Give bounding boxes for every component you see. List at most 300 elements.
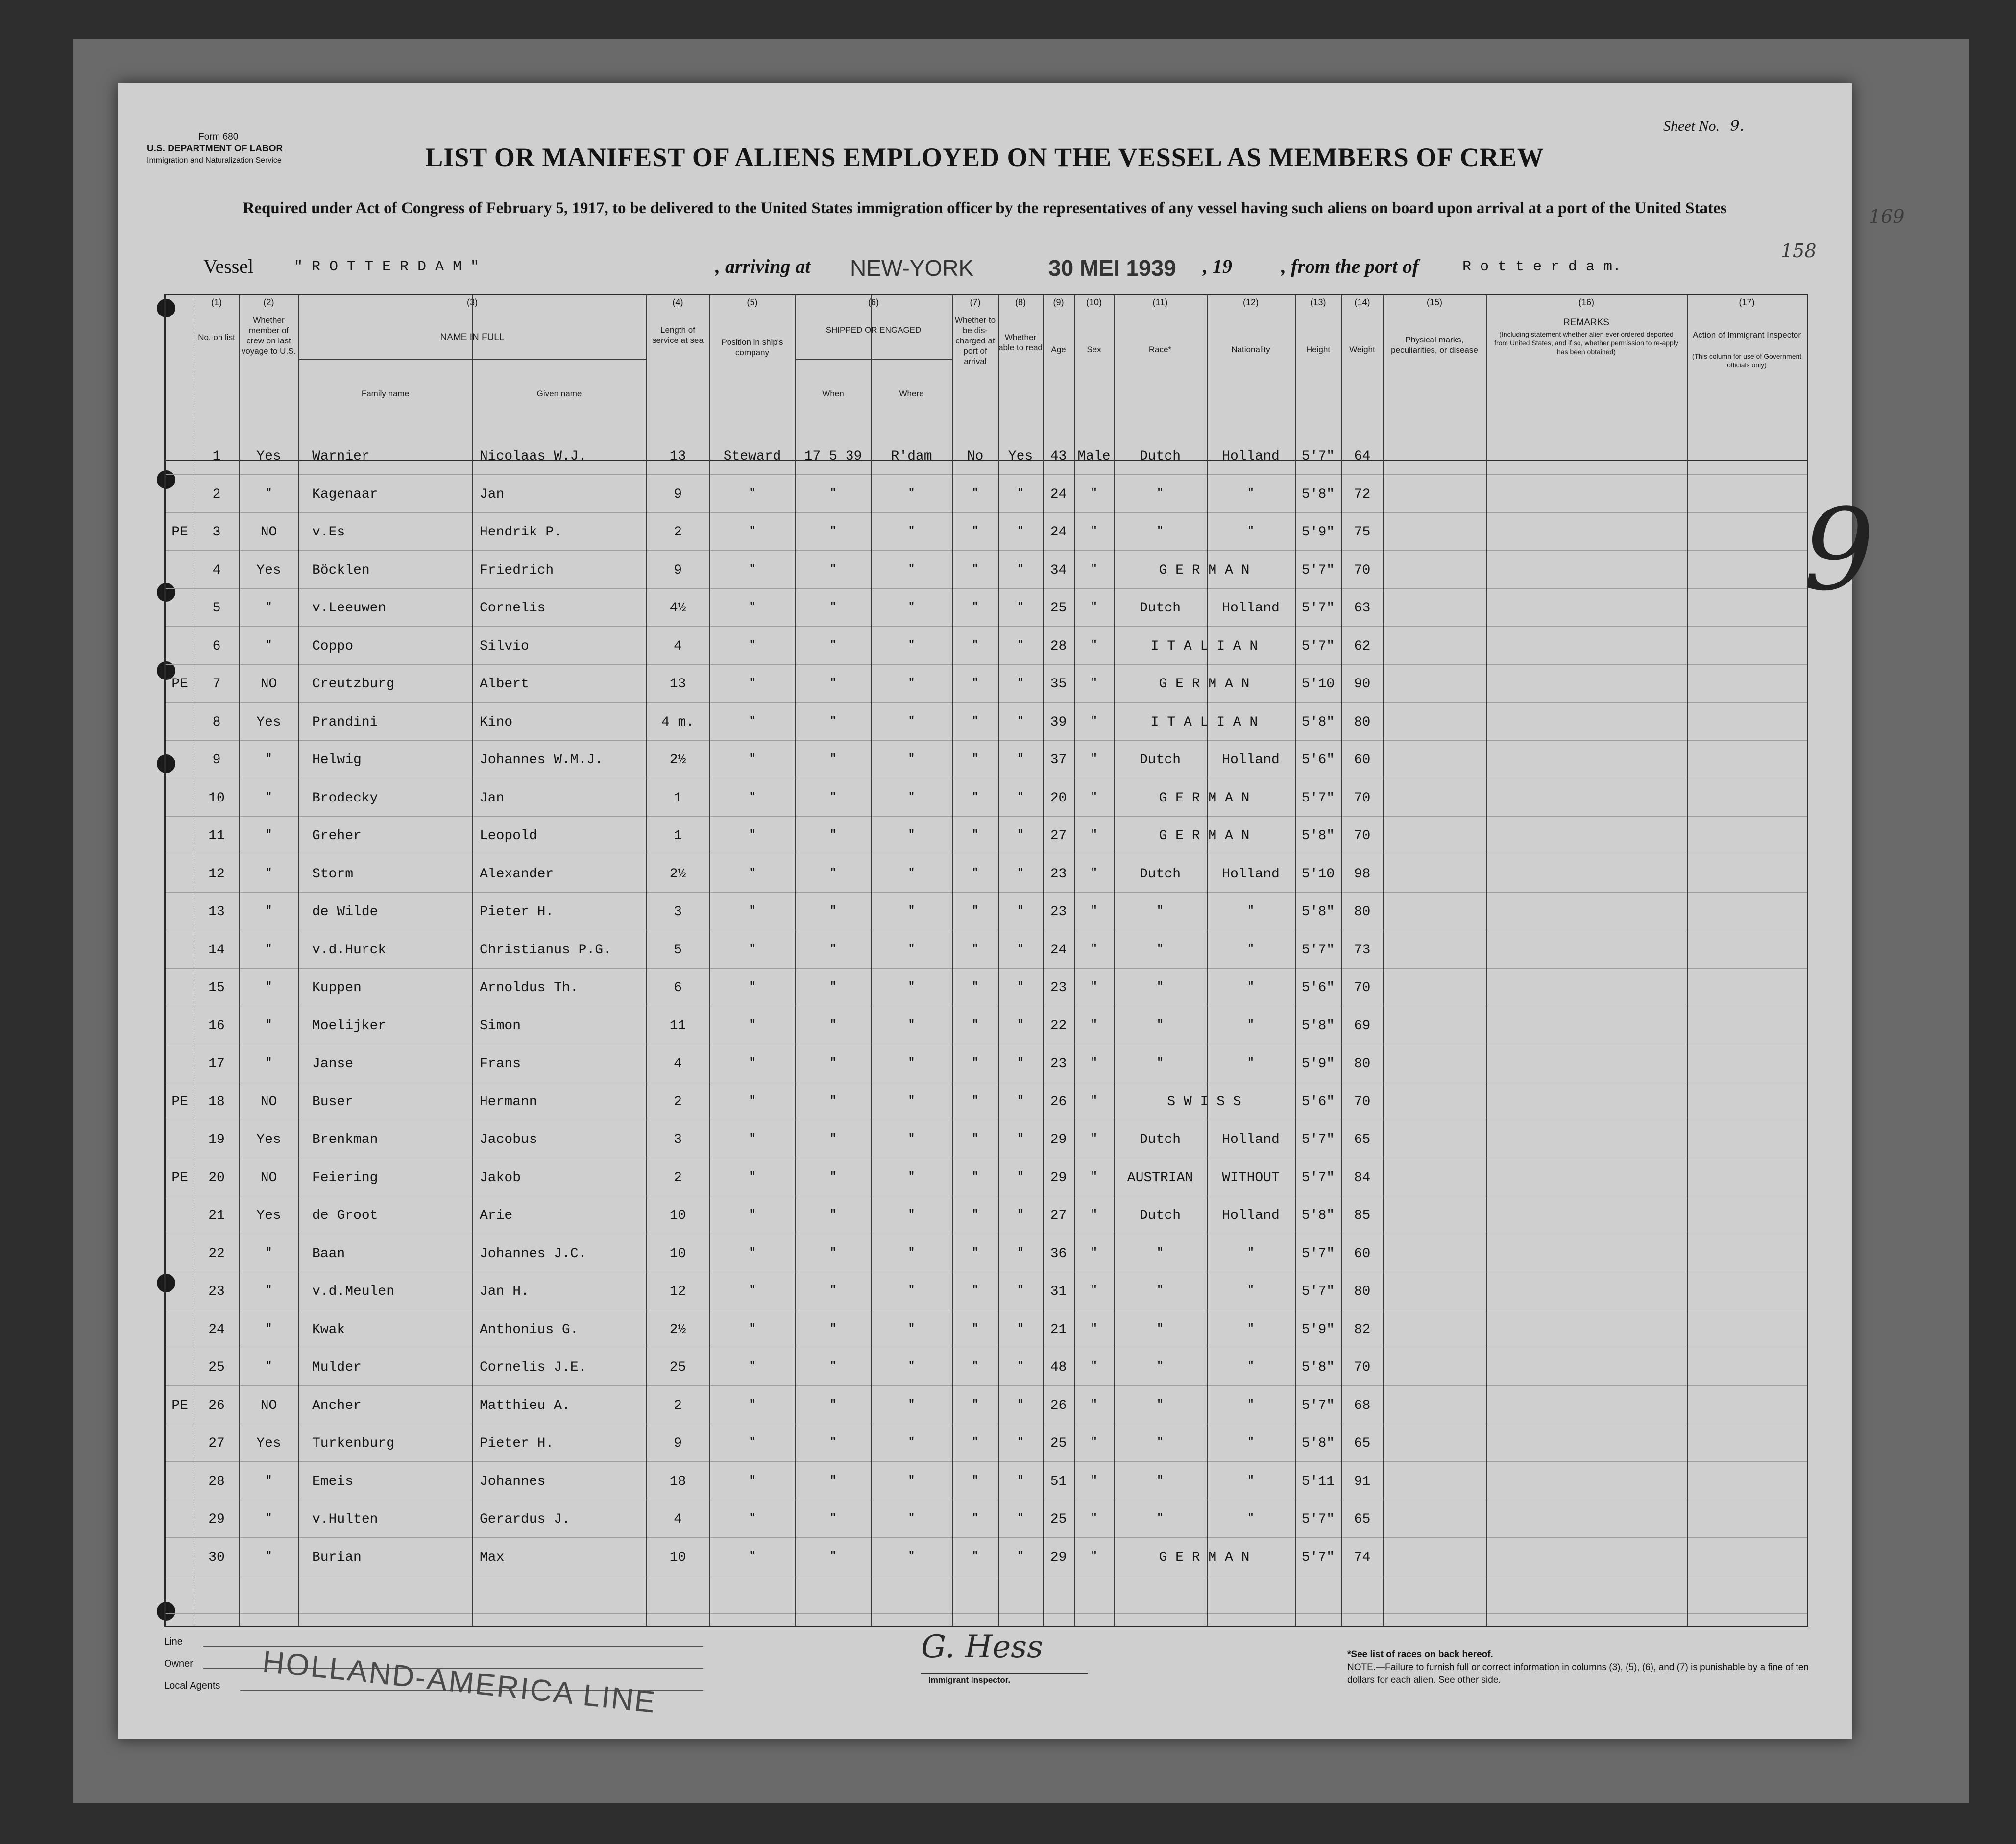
cell-read: " (1017, 790, 1024, 803)
column-rule (1114, 295, 1115, 1626)
cell-age: 39 (1050, 714, 1067, 730)
cell-family: Coppo (312, 638, 354, 654)
cell-disch: " (972, 1170, 979, 1183)
races-note: *See list of races on back hereof. (1347, 1650, 1493, 1660)
cell-service: 2½ (669, 752, 686, 768)
cell-height: 5'7" (1301, 1550, 1335, 1565)
header-family-name: Family name (361, 389, 410, 398)
cell-service: 5 (674, 942, 682, 958)
cell-where: " (908, 601, 915, 613)
cell-mark: PE (171, 1170, 188, 1186)
cell-family: v.d.Meulen (312, 1284, 395, 1299)
cell-when: " (829, 1170, 837, 1183)
cell-weight: 70 (1354, 562, 1371, 578)
cell-where: " (908, 828, 915, 841)
cell-disch: " (972, 714, 979, 727)
cell-given: Cornelis (480, 601, 546, 616)
cell-read: " (1017, 866, 1024, 879)
cell-race: " (1157, 1056, 1164, 1068)
cell-weight: 90 (1354, 677, 1371, 692)
cell-when: " (829, 904, 837, 917)
table-row (166, 1088, 1807, 1126)
cell-race: G E R M A N (1159, 790, 1250, 806)
header-weight: Weight (1349, 345, 1375, 354)
cell-voyage: NO (260, 1094, 277, 1110)
cell-height: 5'7" (1301, 1132, 1335, 1147)
cell-position: " (749, 714, 756, 727)
cell-height: 5'7" (1301, 449, 1335, 464)
cell-family: Feiering (312, 1170, 378, 1186)
cell-weight: 84 (1354, 1170, 1371, 1186)
cell-voyage: " (265, 638, 272, 651)
cell-position: " (749, 980, 756, 993)
sheet-number (1663, 118, 1744, 135)
cell-race: " (1157, 1398, 1164, 1410)
cell-position: " (749, 601, 756, 613)
inspector-label: Immigrant Inspector. (928, 1675, 1011, 1685)
cell-race: " (1157, 1246, 1164, 1259)
cell-service: 2½ (669, 866, 686, 882)
cell-nat: " (1247, 1246, 1254, 1259)
cell-when: " (829, 828, 837, 841)
cell-age: 23 (1050, 904, 1067, 920)
cell-sex: " (1091, 601, 1097, 613)
column-number: (10) (1086, 297, 1102, 307)
line-label: Line (164, 1636, 183, 1647)
cell-nat: WITHOUT (1222, 1170, 1280, 1186)
column-rule (1383, 295, 1384, 1626)
cell-age: 29 (1050, 1170, 1067, 1186)
cell-family: Emeis (312, 1474, 354, 1489)
cell-position: " (749, 562, 756, 575)
cell-where: " (908, 525, 915, 537)
cell-voyage: Yes (256, 1436, 281, 1451)
row-rule (166, 1613, 1807, 1614)
cell-service: 3 (674, 904, 682, 920)
header-physical-marks: Physical marks, peculiarities, or disease (1391, 335, 1478, 355)
column-rule (871, 295, 872, 1626)
cell-when: " (829, 1018, 837, 1031)
cell-sex: " (1091, 904, 1097, 917)
cell-read: " (1017, 1132, 1024, 1144)
cell-disch: " (972, 1360, 979, 1372)
cell-weight: 62 (1354, 638, 1371, 654)
cell-sex: " (1091, 525, 1097, 537)
column-rule (1341, 295, 1342, 1626)
cell-where: " (908, 1284, 915, 1296)
column-rule (1043, 295, 1044, 1626)
cell-no: 15 (208, 980, 225, 995)
cell-weight: 70 (1354, 1360, 1371, 1375)
column-rule (795, 295, 796, 1626)
header-able-to-read: Whether able to read (998, 333, 1043, 352)
header-sex: Sex (1087, 345, 1101, 354)
header-no-on-list: No. on list (198, 333, 235, 342)
cell-read: " (1017, 562, 1024, 575)
cell-family: de Wilde (312, 904, 378, 920)
cell-where: " (908, 677, 915, 689)
cell-where: " (908, 1550, 915, 1562)
cell-position: " (749, 866, 756, 879)
cell-weight: 65 (1354, 1436, 1371, 1451)
cell-race: " (1157, 1322, 1164, 1334)
cell-position: " (749, 1550, 756, 1562)
cell-voyage: " (265, 866, 272, 879)
cell-sex: " (1091, 1474, 1097, 1486)
table-row (166, 1012, 1807, 1050)
cell-height: 5'8" (1301, 714, 1335, 730)
column-number: (3) (467, 297, 478, 307)
cell-read: " (1017, 1246, 1024, 1259)
cell-weight: 60 (1354, 1246, 1371, 1262)
cell-voyage: " (265, 1322, 272, 1334)
cell-disch: " (972, 980, 979, 993)
cell-disch: " (972, 752, 979, 765)
cell-where: " (908, 1436, 915, 1448)
cell-weight: 63 (1354, 601, 1371, 616)
cell-age: 25 (1050, 601, 1067, 616)
cell-weight: 80 (1354, 714, 1371, 730)
cell-nat: Holland (1222, 866, 1280, 882)
header-position: Position in ship's company (721, 338, 783, 357)
column-rule (1074, 295, 1075, 1626)
cell-family: Prandini (312, 714, 378, 730)
cell-height: 5'8" (1301, 1018, 1335, 1034)
cell-age: 23 (1050, 980, 1067, 995)
cell-height: 5'7" (1301, 1246, 1335, 1262)
cell-disch: " (972, 1246, 979, 1259)
cell-age: 35 (1050, 677, 1067, 692)
cell-no: 28 (208, 1474, 225, 1489)
cell-no: 22 (208, 1246, 225, 1262)
table-row (166, 1505, 1807, 1543)
cell-sex: " (1091, 1018, 1097, 1031)
cell-race: " (1157, 486, 1164, 499)
cell-disch: " (972, 562, 979, 575)
cell-no: 17 (208, 1056, 225, 1071)
cell-given: Albert (480, 677, 529, 692)
cell-disch: " (972, 1094, 979, 1107)
cell-service: 11 (669, 1018, 686, 1034)
cell-given: Jakob (480, 1170, 521, 1186)
cell-disch: No (967, 449, 984, 464)
column-number: (11) (1152, 297, 1168, 307)
cell-no: 12 (208, 866, 225, 882)
table-row (166, 973, 1807, 1012)
cell-service: 4 (674, 1512, 682, 1527)
cell-given: Hendrik P. (480, 525, 562, 540)
cell-weight: 98 (1354, 866, 1371, 882)
cell-race: G E R M A N (1159, 828, 1250, 844)
cell-height: 5'7" (1301, 562, 1335, 578)
cell-disch: " (972, 638, 979, 651)
cell-voyage: " (265, 980, 272, 993)
cell-age: 22 (1050, 1018, 1067, 1034)
cell-voyage: NO (260, 1170, 277, 1186)
cell-given: Gerardus J. (480, 1512, 570, 1527)
cell-height: 5'8" (1301, 486, 1335, 502)
column-number: (13) (1310, 297, 1326, 307)
cell-position: " (749, 1056, 756, 1068)
cell-age: 36 (1050, 1246, 1067, 1262)
cell-height: 5'7" (1301, 601, 1335, 616)
cell-service: 12 (669, 1284, 686, 1299)
table-row (166, 936, 1807, 974)
cell-weight: 75 (1354, 525, 1371, 540)
cell-family: Ancher (312, 1398, 362, 1413)
cell-given: Jan (480, 790, 505, 806)
cell-when: " (829, 1094, 837, 1107)
sheet-value: 9. (1730, 118, 1745, 135)
column-number: (9) (1053, 297, 1064, 307)
cell-given: Jan (480, 486, 505, 502)
cell-family: Warnier (312, 449, 370, 464)
cell-weight: 64 (1354, 449, 1371, 464)
arrival-date: 30 MEI 1939 (1048, 255, 1176, 281)
cell-race: Dutch (1139, 449, 1181, 464)
column-number: (16) (1578, 297, 1594, 307)
cell-given: Arie (480, 1208, 513, 1223)
cell-family: v.Es (312, 525, 345, 540)
cell-when: " (829, 714, 837, 727)
cell-family: Storm (312, 866, 354, 882)
cell-read: " (1017, 1208, 1024, 1220)
cell-age: 37 (1050, 752, 1067, 768)
table-row (166, 1391, 1807, 1430)
cell-position: " (749, 486, 756, 499)
cell-height: 5'9" (1301, 1056, 1335, 1071)
department-name: U.S. DEPARTMENT OF LABOR (147, 144, 283, 154)
cell-voyage: " (265, 1512, 272, 1524)
cell-weight: 70 (1354, 828, 1371, 844)
cell-when: " (829, 525, 837, 537)
cell-height: 5'7" (1301, 1398, 1335, 1413)
cell-nat: Holland (1222, 752, 1280, 768)
cell-weight: 70 (1354, 1094, 1371, 1110)
cell-age: 51 (1050, 1474, 1067, 1489)
cell-when: " (829, 1246, 837, 1259)
cell-sex: " (1091, 980, 1097, 993)
cell-height: 5'10 (1301, 677, 1335, 692)
cell-given: Simon (480, 1018, 521, 1034)
table-row (166, 784, 1807, 822)
cell-voyage: " (265, 486, 272, 499)
cell-read: Yes (1008, 449, 1033, 464)
cell-family: Kuppen (312, 980, 362, 995)
cell-given: Hermann (480, 1094, 537, 1110)
cell-weight: 91 (1354, 1474, 1371, 1489)
cell-age: 27 (1050, 1208, 1067, 1223)
cell-read: " (1017, 1284, 1024, 1296)
cell-position: " (749, 1284, 756, 1296)
cell-service: 2 (674, 1398, 682, 1413)
column-number: (4) (672, 297, 683, 307)
cell-voyage: " (265, 1056, 272, 1068)
cell-weight: 72 (1354, 486, 1371, 502)
column-rule (998, 295, 999, 1626)
cell-where: " (908, 790, 915, 803)
cell-race: " (1157, 1474, 1164, 1486)
cell-age: 48 (1050, 1360, 1067, 1375)
table-row (166, 670, 1807, 708)
cell-position: " (749, 942, 756, 955)
cell-weight: 65 (1354, 1132, 1371, 1147)
cell-where: " (908, 1208, 915, 1220)
cell-read: " (1017, 1056, 1024, 1068)
cell-service: 1 (674, 790, 682, 806)
cell-voyage: " (265, 904, 272, 917)
cell-nat: " (1247, 1322, 1254, 1334)
table-row (166, 822, 1807, 860)
cell-no: 3 (212, 525, 221, 540)
cell-given: Max (480, 1550, 505, 1565)
table-row (166, 898, 1807, 936)
cell-service: 9 (674, 562, 682, 578)
cell-service: 13 (669, 449, 686, 464)
cell-position: " (749, 1208, 756, 1220)
cell-position: " (749, 1512, 756, 1524)
cell-no: 25 (208, 1360, 225, 1375)
year-label: , 19 (1203, 255, 1232, 277)
cell-mark: PE (171, 525, 188, 540)
cell-service: 9 (674, 486, 682, 502)
cell-family: Janse (312, 1056, 354, 1071)
cell-height: 5'10 (1301, 866, 1335, 882)
cell-disch: " (972, 525, 979, 537)
cell-height: 5'7" (1301, 1284, 1335, 1299)
cell-read: " (1017, 1018, 1024, 1031)
cell-race: I T A L I A N (1150, 638, 1258, 654)
vessel-line (203, 255, 1796, 284)
cell-sex: " (1091, 1512, 1097, 1524)
cell-position: " (749, 1170, 756, 1183)
cell-when: " (829, 1208, 837, 1220)
table-row (166, 1239, 1807, 1278)
cell-height: 5'6" (1301, 980, 1335, 995)
cell-read: " (1017, 601, 1024, 613)
cell-age: 25 (1050, 1512, 1067, 1527)
header-length-of-service: Length of service at sea (652, 325, 704, 345)
cell-given: Pieter H. (480, 1436, 554, 1451)
cell-disch: " (972, 904, 979, 917)
cell-weight: 74 (1354, 1550, 1371, 1565)
cell-mark: PE (171, 1398, 188, 1413)
cell-service: 6 (674, 980, 682, 995)
cell-read: " (1017, 1360, 1024, 1372)
cell-when: " (829, 790, 837, 803)
cell-weight: 68 (1354, 1398, 1371, 1413)
cell-when: " (829, 752, 837, 765)
cell-family: v.Hulten (312, 1512, 378, 1527)
cell-disch: " (972, 1550, 979, 1562)
cell-voyage: " (265, 1360, 272, 1372)
cell-where: " (908, 1170, 915, 1183)
cell-no: 21 (208, 1208, 225, 1223)
cell-height: 5'9" (1301, 1322, 1335, 1337)
cell-sex: " (1091, 1208, 1097, 1220)
column-rule (472, 295, 473, 1626)
cell-voyage: " (265, 1284, 272, 1296)
cell-when: " (829, 942, 837, 955)
penalty-note: NOTE.—Failure to furnish full or correct information in columns (3), (5), (6), and (7) is punishable by a fine of ten dollars for each alien. See other side. (1347, 1662, 1809, 1685)
column-number: (7) (970, 297, 981, 307)
column-rule (952, 295, 953, 1626)
cell-when: " (829, 1436, 837, 1448)
cell-where: " (908, 980, 915, 993)
local-agents-label: Local Agents (164, 1680, 220, 1691)
cell-race: G E R M A N (1159, 677, 1250, 692)
cell-height: 5'11 (1301, 1474, 1335, 1489)
cell-no: 18 (208, 1094, 225, 1110)
cell-height: 5'7" (1301, 1170, 1335, 1186)
cell-voyage: " (265, 790, 272, 803)
cell-voyage: " (265, 1018, 272, 1031)
cell-race: I T A L I A N (1150, 714, 1258, 730)
cell-sex: " (1091, 677, 1097, 689)
cell-nat: " (1247, 1512, 1254, 1524)
cell-given: Silvio (480, 638, 529, 654)
cell-disch: " (972, 828, 979, 841)
margin-number: 169 (1869, 206, 1905, 227)
column-rule (239, 295, 240, 1626)
cell-race: AUSTRIAN (1127, 1170, 1193, 1186)
cell-race: G E R M A N (1159, 562, 1250, 578)
cell-no: 9 (212, 752, 221, 768)
crew-table (164, 294, 1808, 1627)
column-number: (8) (1015, 297, 1026, 307)
cell-position: " (749, 1094, 756, 1107)
cell-family: Baan (312, 1246, 345, 1262)
cell-service: 4 m. (661, 714, 695, 730)
cell-sex: " (1091, 714, 1097, 727)
column-rule (1207, 295, 1208, 1626)
cell-read: " (1017, 677, 1024, 689)
cell-voyage: Yes (256, 562, 281, 578)
cell-no: 11 (208, 828, 225, 844)
cell-nat: Holland (1222, 449, 1280, 464)
cell-age: 24 (1050, 525, 1067, 540)
cell-when: 17 5 39 (804, 449, 862, 464)
cell-disch: " (972, 1018, 979, 1031)
cell-family: Brenkman (312, 1132, 378, 1147)
cell-weight: 70 (1354, 790, 1371, 806)
cell-nat: " (1247, 1360, 1254, 1372)
cell-family: Brodecky (312, 790, 378, 806)
column-rule (1295, 295, 1296, 1626)
table-row (166, 1315, 1807, 1354)
cell-sex: " (1091, 1132, 1097, 1144)
header-where: Where (899, 389, 924, 398)
table-row (166, 442, 1807, 480)
cell-read: " (1017, 638, 1024, 651)
cell-disch: " (972, 1474, 979, 1486)
table-row (166, 1353, 1807, 1391)
header-age: Age (1051, 345, 1066, 354)
cell-when: " (829, 1284, 837, 1296)
header-given-name: Given name (536, 389, 582, 398)
cell-service: 4 (674, 638, 682, 654)
cell-sex: " (1091, 1246, 1097, 1259)
arriving-port: NEW-YORK (850, 255, 974, 281)
cell-service: 18 (669, 1474, 686, 1489)
cell-service: 2 (674, 1170, 682, 1186)
manifest-page (118, 83, 1905, 1739)
cell-disch: " (972, 1056, 979, 1068)
cell-weight: 82 (1354, 1322, 1371, 1337)
cell-voyage: " (265, 601, 272, 613)
cell-when: " (829, 1056, 837, 1068)
cell-voyage: NO (260, 677, 277, 692)
